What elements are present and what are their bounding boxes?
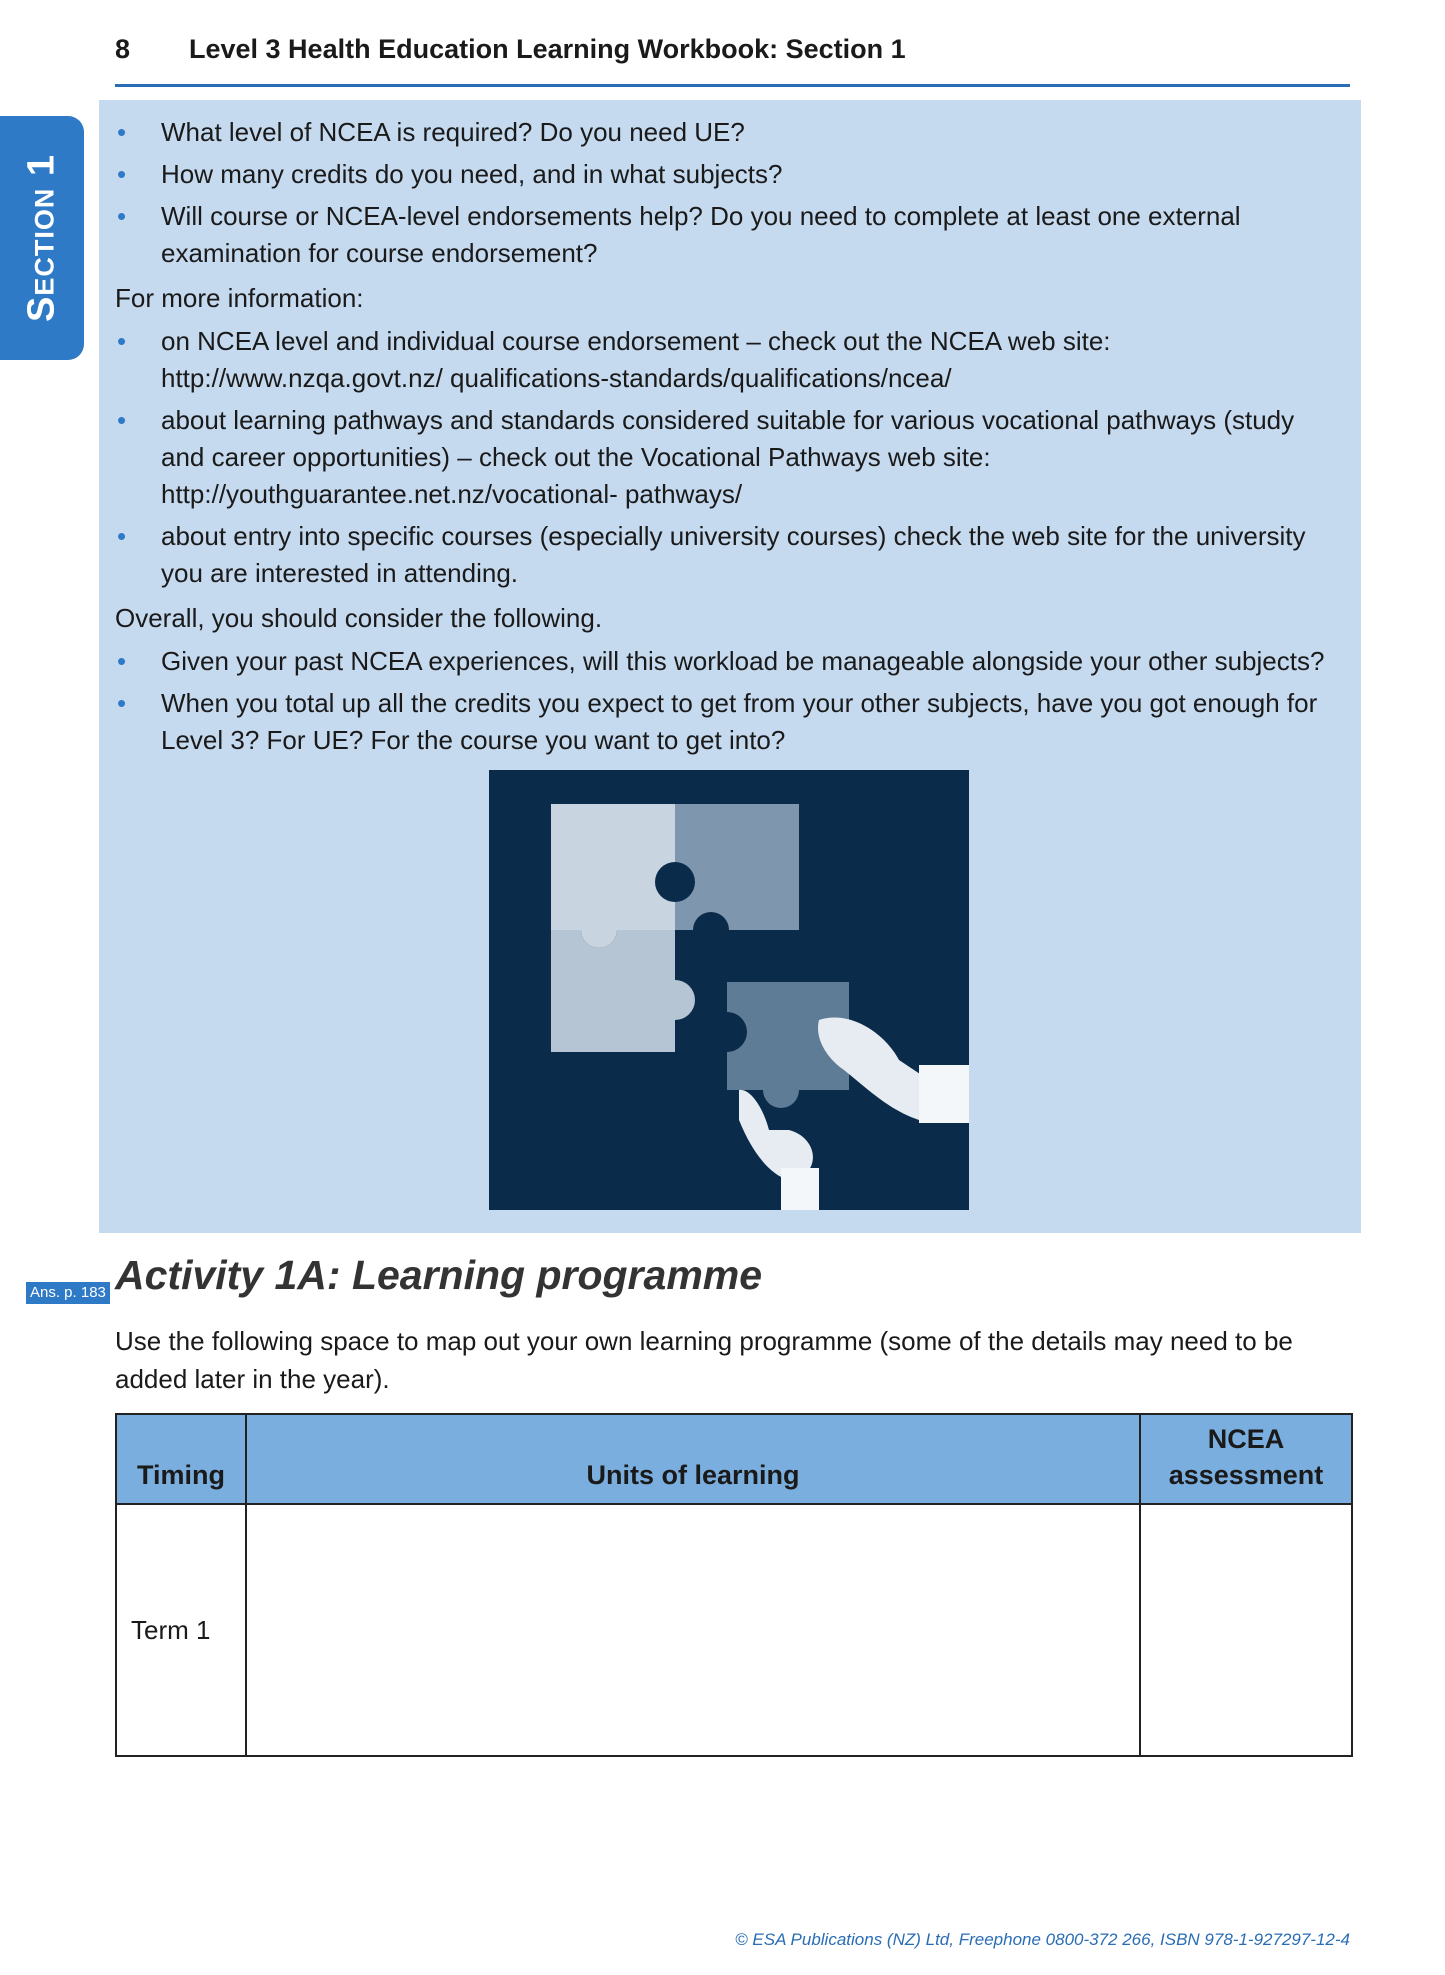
puzzle-illustration [489, 770, 969, 1210]
list-item: • How many credits do you need, and in what subjects? [115, 156, 1339, 193]
bullets-overall-list [115, 643, 1339, 759]
answer-page-badge: Ans. p. 183 [26, 1282, 110, 1304]
table-row [116, 1504, 1352, 1756]
column-header-ncea: NCEA assessment [1140, 1414, 1352, 1504]
bullets-top-list [115, 114, 1339, 272]
section-tab [0, 116, 84, 360]
info-box [99, 100, 1361, 1233]
column-header-units: Units of learning [246, 1414, 1140, 1504]
list-item: • Will course or NCEA-level endorsements help? Do you need to complete at least one external examination for course endorsement? [115, 198, 1339, 272]
learning-programme-table [115, 1413, 1353, 1757]
cell-units[interactable] [246, 1504, 1140, 1756]
activity-intro: Use the following space to map out your own learning programme (some of the details may need to be added later in the year). [115, 1326, 1293, 1394]
column-header-timing: Timing [116, 1414, 246, 1504]
overall-heading: Overall, you should consider the following. [115, 603, 603, 633]
list-item: • on NCEA level and individual course endorsement – check out the NCEA web site: http://www.nzqa.govt.nz/ qualifications-standards/qualifications/ncea/ [115, 323, 1339, 397]
list-item: • What level of NCEA is required? Do you need UE? [115, 114, 1339, 151]
page-header-title: Level 3 Health Education Learning Workbook: Section 1 [189, 34, 906, 64]
list-item: • about entry into specific courses (especially university courses) check the web site for the university you are interested in attending. [115, 518, 1339, 592]
section-tab-label: Section 1 [20, 153, 63, 323]
page-header [115, 34, 1350, 87]
puzzle-hands-photo [489, 770, 969, 1210]
list-item: • When you total up all the credits you expect to get from your other subjects, have you got enough for Level 3? For UE? For the course you want to get into? [115, 685, 1339, 759]
page-number: 8 [115, 34, 131, 64]
more-info-heading: For more information: [115, 283, 364, 313]
table-header-row [116, 1414, 1352, 1504]
footer-copyright: © ESA Publications (NZ) Ltd, Freephone 0800-372 266, ISBN 978-1-927297-12-4 [735, 1930, 1350, 1949]
list-item: • Given your past NCEA experiences, will this workload be manageable alongside your other subjects? [115, 643, 1339, 680]
cell-timing: Term 1 [116, 1504, 246, 1756]
bullets-info-list [115, 323, 1339, 592]
list-item: • about learning pathways and standards considered suitable for various vocational pathways (study and career opportunities) – check out the Vocational Pathways web site: http://youthguarantee.net.nz/vocational- pathways/ [115, 402, 1339, 513]
activity-title: Activity 1A: Learning programme [115, 1252, 763, 1298]
cell-ncea[interactable] [1140, 1504, 1352, 1756]
